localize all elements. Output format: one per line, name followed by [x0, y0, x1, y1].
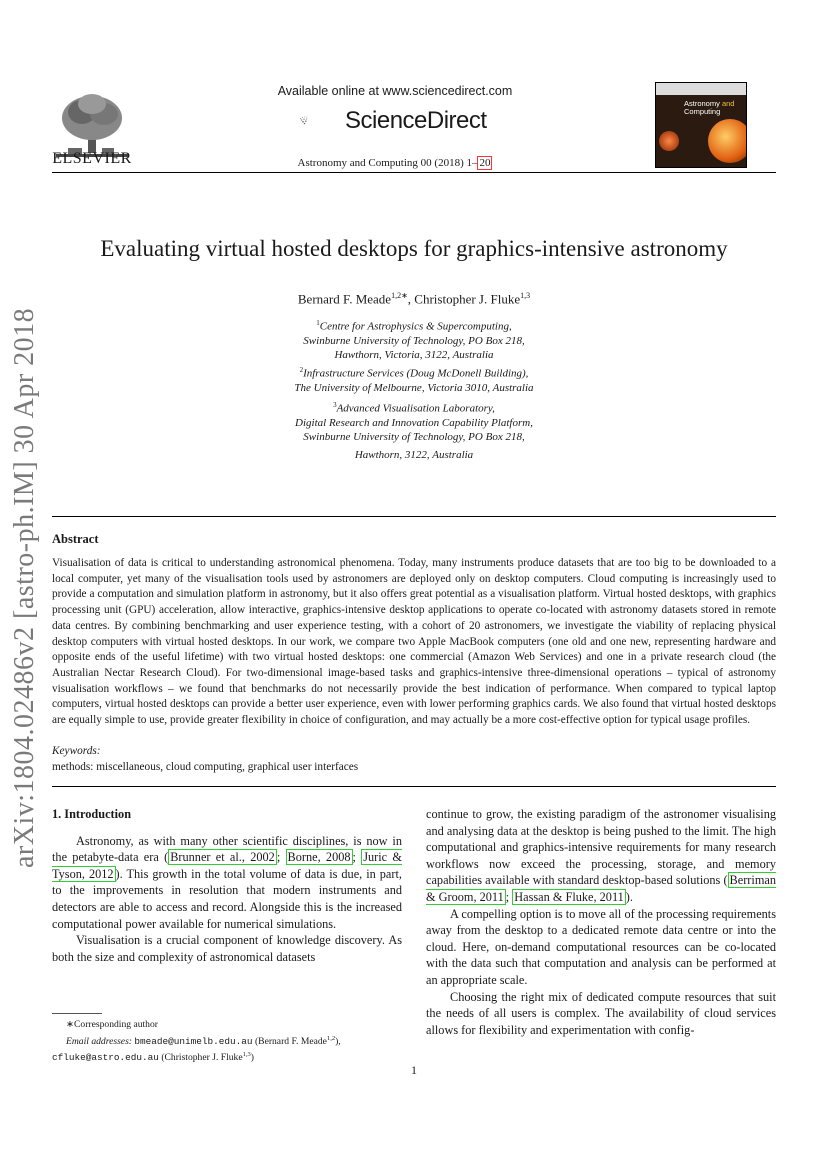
paragraph: Choosing the right mix of dedicated compute resources that suit the needs of all users is complex. The availability of cloud services allows for flexibility and experimentation with config-	[426, 989, 776, 1037]
keywords-list: methods: miscellaneous, cloud computing, graphical user interfaces	[52, 761, 359, 773]
email-address[interactable]: cfluke@astro.edu.au	[52, 1052, 159, 1064]
abstract-body: Visualisation of data is critical to understanding astronomical phenomena. Today, many instruments produce datasets that are too big to be downloaded to a local computer, yet many of the visualisation tools used by astronomers are deployed only on desktop computers. Cloud computing is increasingly used to provide a computation and simulation platform in astronomy, but it also offers great potential as a visualisation platform. Virtual hosted desktops, with graphics processing unit (GPU) acceleration, allow interactive, graphics-intensive desktop applications to operate co-located with astronomy datasets stored in remote data centres. By combining benchmarking and user experience testing, with a cohort of 20 astronomers, we investigate the viability of replacing physical desktop computers with virtual hosted desktops. In our work, we compare two Apple MacBook computers (one old and one new, representing hardware and opposite ends of the useful lifetime) with two virtual hosted desktops: one commercial (Amazon Web Services) and one in a private research cloud (the Australian Nectar Research Cloud). For two-dimensional image-based tasks and graphics-intensive three-dimensional operations – typical of astronomy visualisation workflows – we found that benchmarks do not necessarily provide the best indication of performance. When compared to typical laptop computers, virtual hosted desktops can provide a better user experience, even with lower performing graphics cards. We also found that virtual hosted desktops are equally simple to use, provide greater flexibility in choice of configuration, and may actually be a more cost-effective option for typical usage profiles.	[52, 557, 776, 727]
author-name: Bernard F. Meade	[297, 291, 392, 307]
last-page-link[interactable]: 20	[479, 157, 491, 169]
header-rule	[52, 172, 776, 173]
journal-ref-prefix: Astronomy and Computing 00 (2018) 1–	[297, 157, 478, 169]
email-owner-sup: 1,2	[326, 1034, 336, 1042]
affil-line: The University of Melbourne, Victoria 3010, Australia	[294, 381, 534, 394]
cover-planet	[659, 131, 679, 151]
paragraph	[426, 806, 776, 906]
email-line	[52, 1048, 402, 1065]
para-text: continue to grow, the existing paradigm of the astronomer visualising and analysing data at the desktop is being pushed to the limit. The high computational and graphics-intensive requirements for many research workflows now exceed the processing, storage, and memory capabilities available with standard desktop-based solutions (	[426, 807, 776, 888]
affil-sup: 2	[299, 366, 304, 374]
sciencedirect-wordmark: ScienceDirect	[345, 107, 487, 134]
cover-title-2: Computing	[684, 107, 721, 116]
email-owner-sup: 1,3	[242, 1051, 251, 1059]
footnote-rule	[52, 1013, 102, 1014]
citation-link[interactable]: Berriman & Groom, 2011	[426, 873, 776, 904]
right-column	[426, 806, 776, 1038]
para-text: ;	[276, 850, 286, 865]
corresponding-author-note: ∗Corresponding author	[66, 1019, 158, 1030]
cover-sun	[708, 119, 747, 163]
paragraph	[52, 833, 402, 933]
cover-title-1: Astronomy	[684, 99, 720, 108]
para-text: ;	[352, 850, 362, 865]
cover-title	[684, 100, 734, 116]
cover-title-and: and	[721, 99, 735, 108]
paragraph: A compelling option is to move all of the processing requirements away from the desktop to a dedicated remote data centre or into the cloud. Here, on-demand computational resources can be co-located with the data such that computation and analysis can be performed at an appropriate scale.	[426, 906, 776, 987]
affil-line: Digital Research and Innovation Capability Platform,	[295, 416, 533, 429]
footnote	[52, 1018, 402, 1065]
affil-line: Hawthorn, 3122, Australia	[354, 448, 474, 461]
paragraph: Visualisation is a crucial component of knowledge discovery. As both the size and complexity of astronomical datasets	[52, 933, 402, 964]
author-affil-sup: 1,3	[520, 291, 531, 300]
email-owner-close: ),	[335, 1035, 341, 1047]
citation-link[interactable]: Brunner et al., 2002	[170, 850, 275, 865]
affil-sup: 3	[333, 401, 337, 409]
sciencedirect-dots-logo	[298, 102, 348, 138]
available-online-text[interactable]: Available online at www.sciencedirect.com	[277, 84, 513, 98]
arxiv-identifier-stamp: arXiv:1804.02486v2 [astro-ph.IM] 30 Apr 2018	[9, 307, 40, 868]
affiliation-1	[52, 316, 776, 362]
abstract-bottom-rule	[52, 786, 776, 787]
citation-link[interactable]: Borne, 2008	[287, 850, 351, 865]
journal-reference	[260, 157, 530, 169]
author-name: Christopher J. Fluke	[414, 291, 521, 307]
affiliation-3	[52, 398, 776, 466]
author-affil-sup: 1,2∗	[391, 291, 408, 300]
cover-top-band	[656, 83, 746, 95]
affil-line: Swinburne University of Technology, PO Box 218,	[303, 334, 525, 347]
author-list	[52, 291, 776, 307]
affil-line: Swinburne University of Technology, PO Box 218,	[303, 430, 525, 443]
abstract-top-rule	[52, 516, 776, 517]
email-owner-close: )	[250, 1052, 254, 1064]
affil-sup: 1	[316, 319, 320, 327]
affil-line: Hawthorn, Victoria, 3122, Australia	[334, 348, 494, 361]
section-heading: 1. Introduction	[52, 807, 132, 821]
affil-line: Centre for Astrophysics & Supercomputing,	[319, 320, 512, 333]
abstract-heading: Abstract	[52, 532, 99, 546]
affiliation-2	[52, 363, 776, 395]
email-label: Email addresses:	[66, 1035, 132, 1047]
keywords-label: Keywords:	[52, 745, 101, 757]
para-text: ;	[505, 889, 513, 904]
email-owner: (Bernard F. Meade	[254, 1035, 327, 1047]
email-line	[52, 1032, 402, 1049]
page-number: 1	[411, 1063, 417, 1077]
affil-line: Infrastructure Services (Doug McDonell Building),	[303, 367, 529, 380]
para-text: ).	[625, 889, 633, 904]
para-text: Astronomy, as with many other scientific disciplines, is now in the petabyte-data era (	[52, 833, 402, 865]
email-address[interactable]: bmeade@unimelb.edu.au	[134, 1035, 253, 1047]
left-column	[52, 806, 402, 965]
publisher-name: ELSEVIER	[52, 150, 132, 167]
journal-cover-image	[655, 82, 747, 168]
author-separator: ,	[407, 291, 415, 307]
para-text: ). This growth in the total volume of data is due, in part, to the improvements in resolution that modern instruments and detectors are able to access and record. Alongside this is the increased computational power available for numerical simulations.	[52, 866, 402, 931]
citation-link[interactable]: Juric & Tyson, 2012	[52, 850, 402, 881]
citation-link[interactable]: Hassan & Fluke, 2011	[514, 889, 624, 904]
email-owner: (Christopher J. Fluke	[161, 1052, 243, 1064]
affil-line: Advanced Visualisation Laboratory,	[336, 402, 495, 415]
paper-title: Evaluating virtual hosted desktops for graphics-intensive astronomy	[100, 236, 728, 261]
